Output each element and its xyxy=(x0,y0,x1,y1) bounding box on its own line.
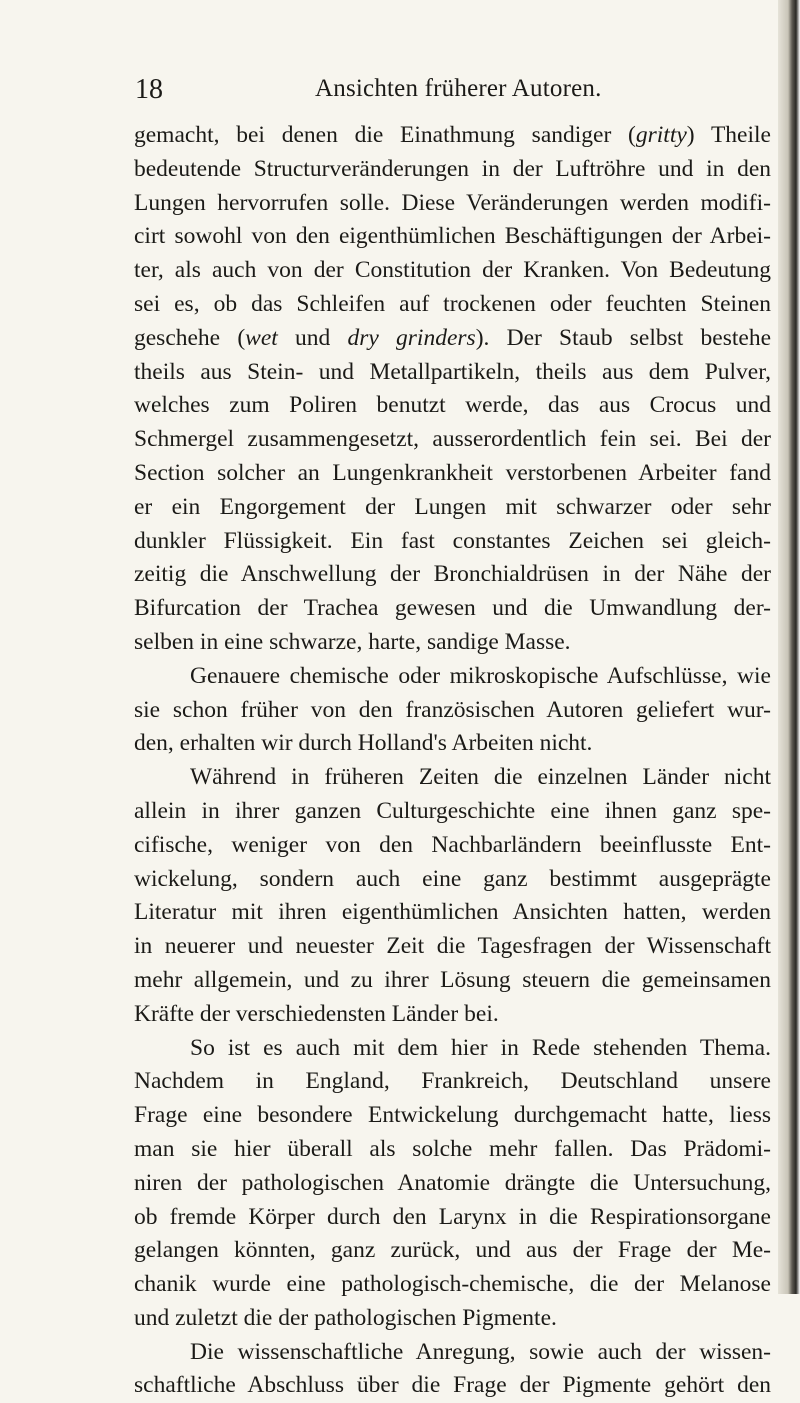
running-title: Ansichten früherer Autoren. xyxy=(315,75,602,102)
text-run: geschehe ( xyxy=(134,324,246,351)
text-run: cifische, weniger von den Nachbarländern beeinflusste Ent- xyxy=(134,831,771,858)
text-run: ) Theile xyxy=(686,122,771,148)
text-line xyxy=(134,119,771,153)
text-line xyxy=(134,930,771,964)
text-run: allein in ihrer ganzen Culturgeschichte eine ihnen ganz spe- xyxy=(134,797,771,824)
text-run: Schmergel zusammengesetzt, ausserordentlich fein sei. Bei der xyxy=(134,426,771,453)
text-run: gelangen könnten, ganz zurück, und aus der Frage der Me- xyxy=(134,1237,771,1264)
text-line xyxy=(134,1167,771,1201)
text-line xyxy=(134,1099,771,1133)
text-line xyxy=(134,829,771,863)
text-run: wickelung, sondern auch eine ganz bestimmt ausgeprägte xyxy=(134,865,771,892)
text-run: welches zum Poliren benutzt werde, das aus Crocus und xyxy=(134,392,771,419)
text-line xyxy=(134,1032,771,1066)
text-run: Nachdem in England, Frankreich, Deutschland unsere xyxy=(134,1068,771,1095)
text-run: cirt sowohl von den eigenthümlichen Beschäftigungen der Arbei- xyxy=(134,223,771,250)
text-line xyxy=(134,896,771,930)
italic-term: gritty xyxy=(635,122,687,148)
text-run: mehr allgemein, und zu ihrer Lösung steuern die gemeinsamen xyxy=(134,966,771,993)
text-line xyxy=(134,356,771,390)
text-run: ob fremde Körper durch den Larynx in die Respirationsorgane xyxy=(134,1203,771,1230)
text-line xyxy=(134,288,771,322)
text-line xyxy=(134,389,771,423)
text-line xyxy=(134,761,771,795)
body-text xyxy=(134,119,771,1403)
text-run: Die wissenschaftliche Anregung, sowie auch der wissen- xyxy=(190,1338,771,1365)
text-run: Frage eine besondere Entwickelung durchgemacht hatte, liess xyxy=(134,1102,771,1129)
text-line xyxy=(134,1065,771,1099)
text-run: in neuerer und neuester Zeit die Tagesfragen der Wissenschaft xyxy=(134,933,771,960)
text-line xyxy=(134,1201,771,1235)
text-run: Literatur mit ihren eigenthümlichen Ansichten hatten, werden xyxy=(134,899,771,926)
text-run: ). Der Staub selbst bestehe xyxy=(475,324,771,351)
text-line xyxy=(134,626,771,660)
text-run: niren der pathologischen Anatomie drängte die Untersuchung, xyxy=(134,1169,771,1196)
text-line xyxy=(134,187,771,221)
page-edge-shadow xyxy=(778,0,800,1294)
text-run: gemacht, bei denen die Einathmung sandiger ( xyxy=(134,122,636,148)
text-line xyxy=(134,1302,771,1336)
text-line xyxy=(134,795,771,829)
text-line xyxy=(134,558,771,592)
text-line xyxy=(134,1369,771,1403)
text-line xyxy=(134,1234,771,1268)
text-run: So ist es auch mit dem hier in Rede stehenden Thema. xyxy=(190,1034,771,1061)
text-run: Kräfte der verschiedensten Länder bei. xyxy=(134,1000,499,1027)
text-line xyxy=(134,525,771,559)
text-line xyxy=(134,254,771,288)
text-run: und xyxy=(277,324,348,351)
text-line xyxy=(134,457,771,491)
text-run: Genauere chemische oder mikroskopische Aufschlüsse, wie xyxy=(190,662,771,689)
text-run: dunkler Flüssigkeit. Ein fast constantes Zeichen sei gleich- xyxy=(134,527,771,554)
text-line xyxy=(134,592,771,626)
text-run: sei es, ob das Schleifen auf trockenen oder feuchten Steinen xyxy=(134,290,771,317)
text-run: theils aus Stein- und Metallpartikeln, theils aus dem Pulver, xyxy=(134,358,771,385)
text-run: und zuletzt die der pathologischen Pigmente. xyxy=(134,1304,557,1331)
text-run: schaftliche Abschluss über die Frage der Pigmente gehört den xyxy=(134,1372,771,1399)
text-run: zeitig die Anschwellung der Bronchialdrüsen in der Nähe der xyxy=(134,561,771,588)
text-line xyxy=(134,1336,771,1370)
text-run: man sie hier überall als solche mehr fallen. Das Prädomi- xyxy=(134,1135,771,1162)
text-line xyxy=(134,964,771,998)
page-number: 18 xyxy=(135,74,163,105)
text-run: Lungen hervorrufen solle. Diese Veränderungen werden modifi- xyxy=(134,189,771,216)
text-line xyxy=(134,998,771,1032)
text-run: ter, als auch von der Constitution der Kranken. Von Bedeutung xyxy=(134,257,771,284)
text-run: er ein Engorgement der Lungen mit schwarzer oder sehr xyxy=(134,493,771,520)
text-run: Section solcher an Lungenkrankheit verstorbenen Arbeiter fand xyxy=(134,459,771,486)
text-line xyxy=(134,322,771,356)
text-run: sie schon früher von den französischen Autoren geliefert wur- xyxy=(134,696,771,723)
italic-term: dry grinders xyxy=(347,324,476,351)
text-line xyxy=(134,491,771,525)
text-line xyxy=(134,1268,771,1302)
text-line xyxy=(134,220,771,254)
text-line xyxy=(134,1133,771,1167)
text-line xyxy=(134,727,771,761)
text-line xyxy=(134,863,771,897)
text-run: Während in früheren Zeiten die einzelnen Länder nicht xyxy=(190,764,771,791)
italic-term: wet xyxy=(245,324,278,351)
text-line xyxy=(134,423,771,457)
text-line xyxy=(134,660,771,694)
text-run: den, erhalten wir durch Holland's Arbeiten nicht. xyxy=(134,730,593,757)
text-line xyxy=(134,694,771,728)
text-run: Bifurcation der Trachea gewesen und die Umwandlung der- xyxy=(134,595,771,622)
text-run: chanik wurde eine pathologisch-chemische, die der Melanose xyxy=(134,1271,771,1298)
text-run: bedeutende Structurveränderungen in der Luftröhre und in den xyxy=(134,155,771,182)
text-line xyxy=(134,153,771,187)
running-head xyxy=(135,74,780,108)
text-run: selben in eine schwarze, harte, sandige Masse. xyxy=(134,628,571,655)
